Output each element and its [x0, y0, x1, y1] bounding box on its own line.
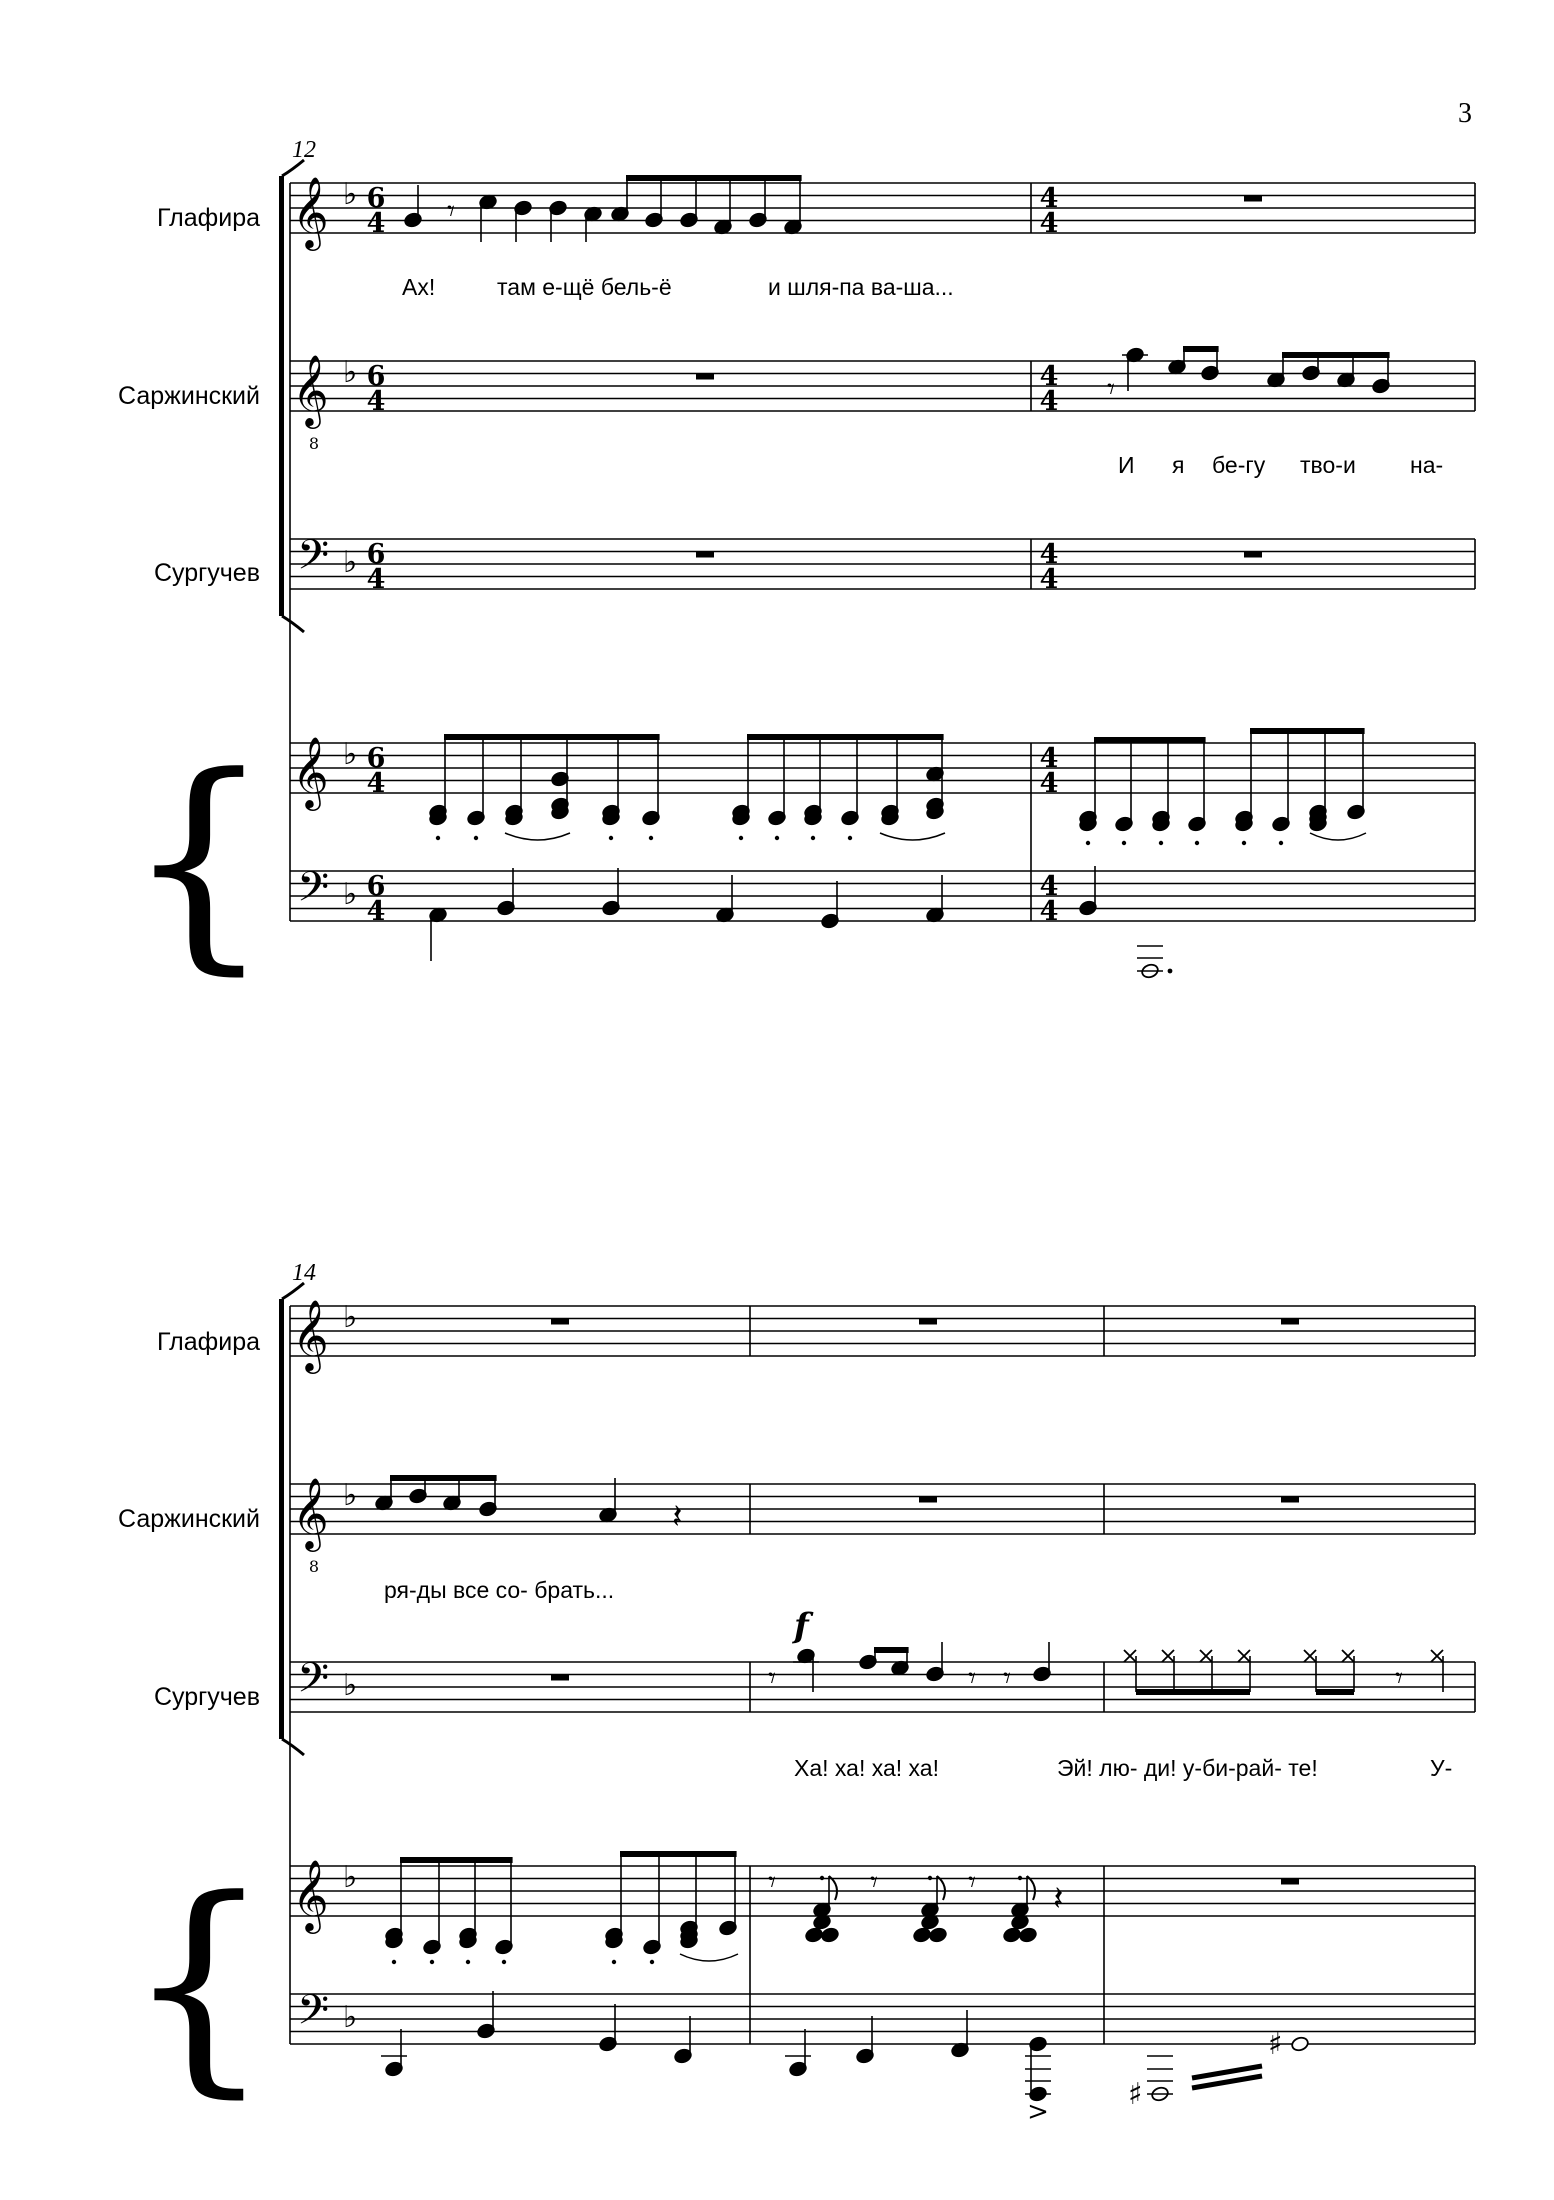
time-signature: 4	[366, 386, 386, 417]
staccato-dot	[739, 836, 743, 840]
staccato-dot	[1195, 841, 1199, 845]
whole-rest-icon	[1244, 552, 1262, 558]
beam	[874, 1647, 909, 1653]
staff	[290, 361, 1475, 411]
staccato-dot	[1242, 841, 1246, 845]
lyric: там е-щё бель-ё	[497, 274, 672, 300]
staff	[290, 183, 1475, 233]
whole-rest-icon	[1281, 1879, 1299, 1885]
beam	[626, 175, 802, 181]
beam	[620, 1851, 737, 1857]
beam	[444, 734, 660, 740]
lyric: ря-ды все со- брать...	[384, 1577, 615, 1603]
treble-clef-icon: 𝄞	[292, 1858, 329, 1931]
x-notehead-icon	[1431, 1650, 1443, 1662]
page-number: 3	[1458, 98, 1472, 129]
time-signature: 4	[1039, 386, 1059, 417]
staccato-dot	[392, 1960, 396, 1964]
staccato-dot	[811, 836, 815, 840]
slur	[880, 833, 945, 840]
staff	[290, 871, 1475, 921]
lyric: на-	[1410, 452, 1444, 478]
notehead	[1290, 2036, 1309, 2053]
lyric: тво-и	[1300, 452, 1356, 478]
instrument-name-sarzhinsky: Саржинский	[117, 1505, 260, 1533]
octave-marker: 8	[308, 434, 320, 453]
bass-clef-icon: 𝄢	[297, 863, 330, 921]
staccato-dot	[466, 1960, 470, 1964]
treble-clef-icon: 𝄞	[292, 353, 329, 426]
choir-bracket	[279, 176, 284, 616]
x-notehead-icon	[1304, 1650, 1316, 1662]
piano-brace-icon: {	[125, 728, 272, 995]
beam	[1136, 1689, 1250, 1695]
slur	[505, 833, 570, 840]
time-signature: 4	[1039, 183, 1059, 214]
whole-rest-icon	[919, 1497, 937, 1503]
notehead	[1018, 1927, 1037, 1944]
time-signature: 4	[366, 564, 386, 595]
lyric: Ха! ха! ха! ха!	[794, 1755, 939, 1781]
staccato-dot	[928, 1876, 932, 1880]
eighth-rest-icon: 𝄾	[1003, 1661, 1011, 1696]
treble-clef-icon: 𝄞	[292, 1298, 329, 1371]
lyric: Ах!	[402, 274, 436, 300]
instrument-name-surguchev: Сургучев	[153, 1683, 260, 1711]
eighth-rest-icon: 𝄾	[1107, 372, 1115, 407]
bass-clef-icon: 𝄢	[297, 1986, 330, 2044]
eighth-rest-icon: 𝄾	[1395, 1661, 1403, 1696]
time-signature: 6	[366, 183, 386, 214]
staccato-dot	[436, 836, 440, 840]
lyric: И	[1118, 452, 1135, 478]
bass-clef-icon: 𝄢	[297, 1654, 330, 1712]
accent-icon: >	[1027, 2097, 1049, 2127]
staccato-dot	[1279, 841, 1283, 845]
whole-rest-icon	[1281, 1497, 1299, 1503]
lyric: У-	[1430, 1755, 1453, 1781]
beam	[1250, 728, 1365, 734]
x-notehead-icon	[1124, 1650, 1136, 1662]
eighth-rest-icon: 𝄾	[968, 1661, 976, 1696]
staccato-dot	[848, 836, 852, 840]
time-signature: 4	[1039, 208, 1059, 239]
beam	[1183, 346, 1219, 352]
bass-clef-icon: 𝄢	[297, 531, 330, 589]
quarter-rest-icon: 𝄽	[1053, 1879, 1064, 1919]
flat-icon: ♭	[343, 1668, 358, 1703]
time-signature: 6	[366, 871, 386, 902]
octave-marker: 8	[308, 1557, 320, 1576]
bracket-hook	[282, 616, 304, 632]
flat-icon: ♭	[343, 545, 358, 580]
slur	[1310, 833, 1366, 840]
time-signature: 4	[1039, 539, 1059, 570]
lyric: и шля-па ва-ша...	[768, 274, 954, 300]
staccato-dot	[1122, 841, 1126, 845]
flat-icon: ♭	[343, 177, 358, 212]
eighth-rest-icon: 𝄾	[447, 194, 455, 229]
flat-icon: ♭	[343, 737, 358, 772]
beam	[1316, 1689, 1354, 1695]
time-signature: 4	[1039, 564, 1059, 595]
lyric: бе-гу	[1212, 452, 1266, 478]
x-notehead-icon	[1200, 1650, 1212, 1662]
whole-rest-icon	[696, 552, 714, 558]
instrument-name-glafira: Глафира	[157, 204, 260, 232]
slur	[680, 1954, 738, 1961]
eighth-rest-icon: 𝄾	[870, 1865, 878, 1900]
instrument-name-glafira: Глафира	[157, 1328, 260, 1356]
lyric: Эй! лю- ди! у-би-рай- те!	[1057, 1755, 1318, 1781]
time-signature: 4	[1039, 361, 1059, 392]
lyric: я	[1172, 452, 1185, 478]
flat-icon: ♭	[343, 1860, 358, 1895]
eighth-rest-icon: 𝄾	[768, 1661, 776, 1696]
whole-rest-icon	[1244, 196, 1262, 202]
whole-rest-icon	[551, 1319, 569, 1325]
eighth-rest-icon: 𝄾	[768, 1865, 776, 1900]
beam	[400, 1857, 513, 1863]
instrument-name-sarzhinsky: Саржинский	[117, 382, 260, 410]
staccato-dot	[1159, 841, 1163, 845]
beam	[747, 734, 944, 740]
whole-rest-icon	[696, 374, 714, 380]
time-signature: 4	[1039, 768, 1059, 799]
flat-icon: ♭	[343, 1478, 358, 1513]
time-signature: 4	[1039, 871, 1059, 902]
beam	[390, 1475, 497, 1481]
staccato-dot	[612, 1960, 616, 1964]
staff	[290, 1662, 1475, 1712]
staff	[290, 1866, 1475, 1916]
whole-rest-icon	[1281, 1319, 1299, 1325]
flat-icon: ♭	[343, 2000, 358, 2035]
time-signature: 4	[1039, 743, 1059, 774]
time-signature: 4	[366, 768, 386, 799]
staccato-dot	[502, 1960, 506, 1964]
staccato-dot	[474, 836, 478, 840]
beam	[1282, 352, 1390, 358]
eighth-rest-icon: 𝄾	[968, 1865, 976, 1900]
whole-rest-icon	[551, 1675, 569, 1681]
flat-icon: ♭	[343, 877, 358, 912]
x-notehead-icon	[1342, 1650, 1354, 1662]
staccato-dot	[1018, 1876, 1022, 1880]
staccato-dot	[650, 1960, 654, 1964]
flag	[937, 1876, 945, 1900]
time-signature: 4	[366, 896, 386, 927]
whole-rest-icon	[919, 1319, 937, 1325]
treble-clef-icon: 𝄞	[292, 175, 329, 248]
quarter-rest-icon: 𝄽	[672, 1497, 683, 1537]
instrument-name-surguchev: Сургучев	[153, 559, 260, 587]
staccato-dot	[609, 836, 613, 840]
sharp-icon: ♯	[1268, 2027, 1283, 2062]
staccato-dot	[775, 836, 779, 840]
staccato-dot	[649, 836, 653, 840]
flat-icon: ♭	[343, 1300, 358, 1335]
staccato-dot	[820, 1876, 824, 1880]
staff	[290, 1994, 1475, 2044]
piano-brace-icon: {	[125, 1851, 272, 2118]
staccato-dot	[1086, 841, 1090, 845]
staff	[290, 743, 1475, 793]
treble-clef-icon: 𝄞	[292, 1476, 329, 1549]
time-signature: 6	[366, 743, 386, 774]
staff	[290, 1484, 1475, 1534]
measure-number: 14	[292, 1260, 316, 1286]
beam	[1094, 737, 1206, 743]
sharp-icon: ♯	[1128, 2077, 1143, 2112]
staccato-dot	[430, 1960, 434, 1964]
time-signature: 6	[366, 361, 386, 392]
time-signature: 4	[1039, 896, 1059, 927]
notehead	[820, 1927, 839, 1944]
flag	[829, 1876, 837, 1900]
time-signature: 4	[366, 208, 386, 239]
notehead	[928, 1927, 947, 1944]
dynamic-forte: f	[794, 1606, 809, 1646]
choir-bracket	[279, 1299, 284, 1739]
x-notehead-icon	[1238, 1650, 1250, 1662]
staff	[290, 539, 1475, 589]
flat-icon: ♭	[343, 355, 358, 390]
flag	[1027, 1876, 1035, 1900]
x-notehead-icon	[1162, 1650, 1174, 1662]
augmentation-dot	[1168, 969, 1173, 974]
time-signature: 6	[366, 539, 386, 570]
treble-clef-icon: 𝄞	[292, 735, 329, 808]
measure-number: 12	[292, 137, 316, 163]
staff	[290, 1306, 1475, 1356]
notehead	[403, 212, 422, 229]
bracket-hook	[282, 1739, 304, 1755]
